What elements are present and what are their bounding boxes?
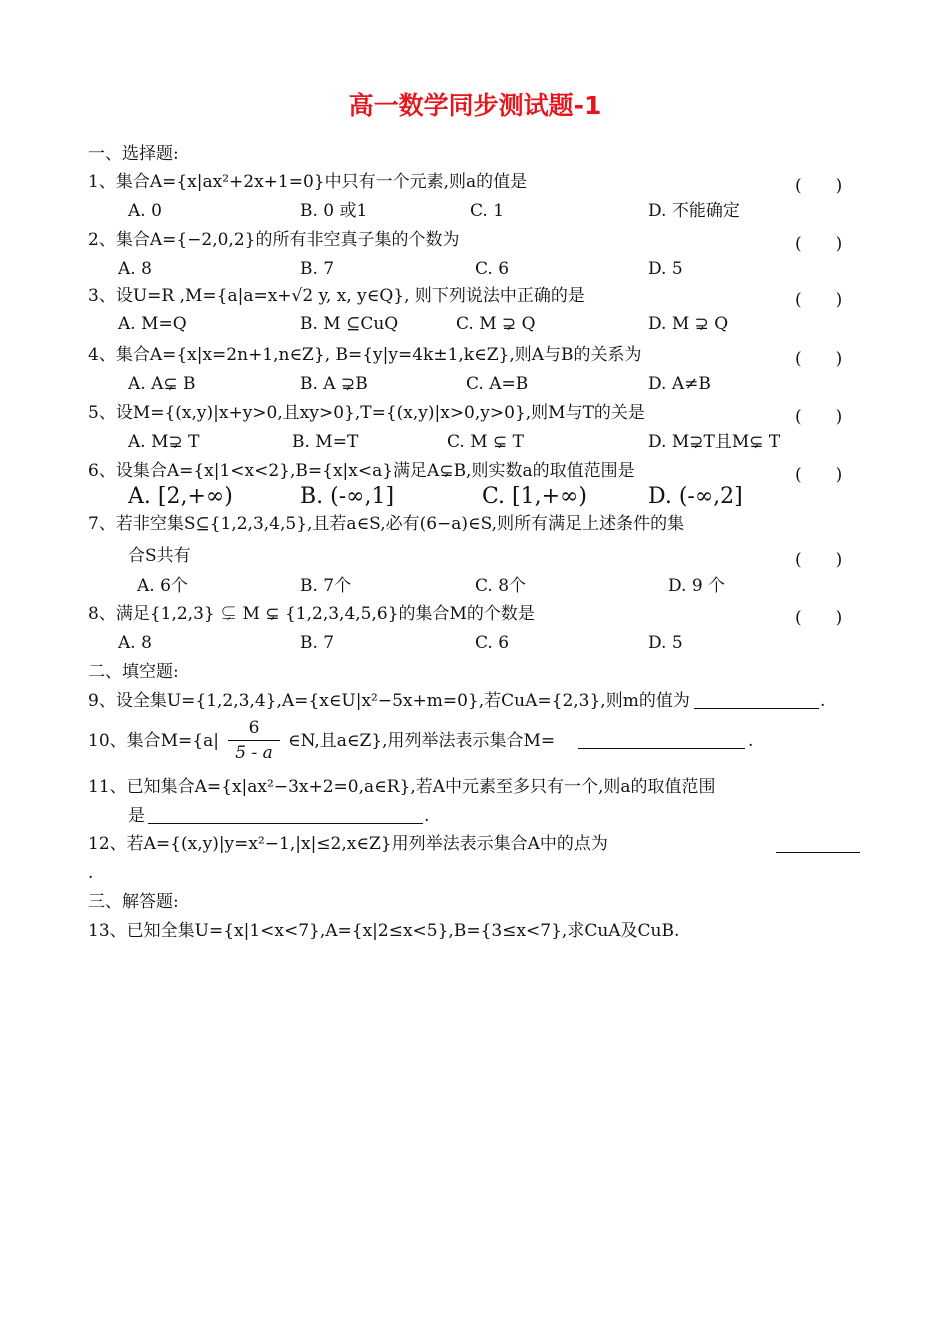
option-b: B. A ⊋B <box>300 374 368 394</box>
option-c: C. 6 <box>475 259 510 279</box>
period: . <box>424 806 430 826</box>
section-heading-choice: 一、选择题: <box>88 144 179 164</box>
option-b: B. M=T <box>292 432 359 452</box>
option-a: A. A⊊ B <box>128 374 196 394</box>
option-d: D. (-∞,2] <box>648 484 743 509</box>
answer-blank: ( ) <box>795 290 843 310</box>
option-a: A. 8 <box>118 633 152 653</box>
period: . <box>820 691 826 711</box>
question-6-stem: 6、设集合A={x|1<x<2},B={x|x<a}满足A⊊B,则实数a的取值范围是 <box>88 461 635 481</box>
answer-line <box>694 708 819 709</box>
answer-blank: ( ) <box>795 349 843 369</box>
option-d: D. 5 <box>648 633 683 653</box>
question-13-stem: 13、已知全集U={x|1<x<7},A={x|2≤x<5},B={3≤x<7},求CuA及CuB. <box>88 921 680 941</box>
option-c: C. M ⊊ T <box>447 432 525 452</box>
option-a: A. [2,+∞) <box>128 484 233 509</box>
question-5-stem: 5、设M={(x,y)|x+y>0,且xy>0},T={(x,y)|x>0,y>0},则M与T的关是 <box>88 403 645 423</box>
answer-line <box>148 823 423 824</box>
question-11-stem-continued: 是 <box>128 806 145 826</box>
answer-line <box>578 748 745 749</box>
option-a: A. 8 <box>118 259 152 279</box>
question-8-stem: 8、满足{1,2,3} ⊊ M ⊊ {1,2,3,4,5,6}的集合M的个数是 <box>88 604 535 624</box>
question-3-stem: 3、设U=R ,M={a|a=x+√2 y, x, y∈Q}, 则下列说法中正确的是 <box>88 286 585 306</box>
answer-blank: ( ) <box>795 234 843 254</box>
period: . <box>748 731 754 751</box>
option-d: D. M⊋T且M⊊ T <box>648 432 781 452</box>
option-a: A. 6个 <box>137 576 188 596</box>
option-d: D. M ⊋ Q <box>648 314 729 334</box>
answer-line <box>776 852 860 853</box>
option-d: D. 不能确定 <box>648 201 740 221</box>
question-12-stem: 12、若A={(x,y)|y=x²−1,|x|≤2,x∈Z}用列举法表示集合A中的点为 <box>88 834 608 854</box>
period: . <box>88 863 94 883</box>
section-heading-solve: 三、解答题: <box>88 892 179 912</box>
option-a: A. M=Q <box>118 314 187 334</box>
option-c: C. 8个 <box>475 576 527 596</box>
option-c: C. 1 <box>470 201 505 221</box>
question-1-stem: 1、集合A={x|ax²+2x+1=0}中只有一个元素,则a的值是 <box>88 172 528 192</box>
option-c: C. A=B <box>466 374 529 394</box>
answer-blank: ( ) <box>795 608 843 628</box>
option-c: C. 6 <box>475 633 510 653</box>
option-a: A. 0 <box>128 201 162 221</box>
option-c: C. [1,+∞) <box>482 484 587 509</box>
fraction <box>228 718 280 763</box>
option-d: D. 9 个 <box>668 576 726 596</box>
option-b: B. 7个 <box>300 576 352 596</box>
answer-blank: ( ) <box>795 550 843 570</box>
question-2-stem: 2、集合A={−2,0,2}的所有非空真子集的个数为 <box>88 230 460 250</box>
option-b: B. (-∞,1] <box>300 484 395 509</box>
question-10-suffix: ∈N,且a∈Z},用列举法表示集合M= <box>288 731 556 751</box>
option-c: C. M ⊋ Q <box>456 314 536 334</box>
question-9-stem: 9、设全集U={1,2,3,4},A={x∈U|x²−5x+m=0},若CuA={2,3},则m的值为 <box>88 691 690 711</box>
question-10-prefix: 10、集合M={a| <box>88 731 219 751</box>
question-7-stem-continued: 合S共有 <box>128 546 191 566</box>
answer-blank: ( ) <box>795 465 843 485</box>
option-b: B. M ⊆CuQ <box>300 314 399 334</box>
question-7-stem: 7、若非空集S⊆{1,2,3,4,5},且若a∈S,必有(6−a)∈S,则所有满足上述条件的集 <box>88 514 685 534</box>
fraction-denominator: 5 - a <box>235 743 273 763</box>
page-title: 高一数学同步测试题-1 <box>348 91 602 120</box>
option-d: D. A≠B <box>648 374 711 394</box>
option-b: B. 7 <box>300 259 335 279</box>
question-4-stem: 4、集合A={x|x=2n+1,n∈Z}, B={y|y=4k±1,k∈Z},则A与B的关系为 <box>88 345 642 365</box>
fraction-bar <box>228 740 280 741</box>
answer-blank: ( ) <box>795 176 843 196</box>
fraction-numerator: 6 <box>248 718 260 738</box>
section-heading-fill: 二、填空题: <box>88 662 179 682</box>
option-a: A. M⊋ T <box>128 432 200 452</box>
option-b: B. 7 <box>300 633 335 653</box>
question-11-stem: 11、已知集合A={x|ax²−3x+2=0,a∈R},若A中元素至多只有一个,则a的取值范围 <box>88 777 716 797</box>
option-d: D. 5 <box>648 259 683 279</box>
option-b: B. 0 或1 <box>300 201 368 221</box>
answer-blank: ( ) <box>795 407 843 427</box>
